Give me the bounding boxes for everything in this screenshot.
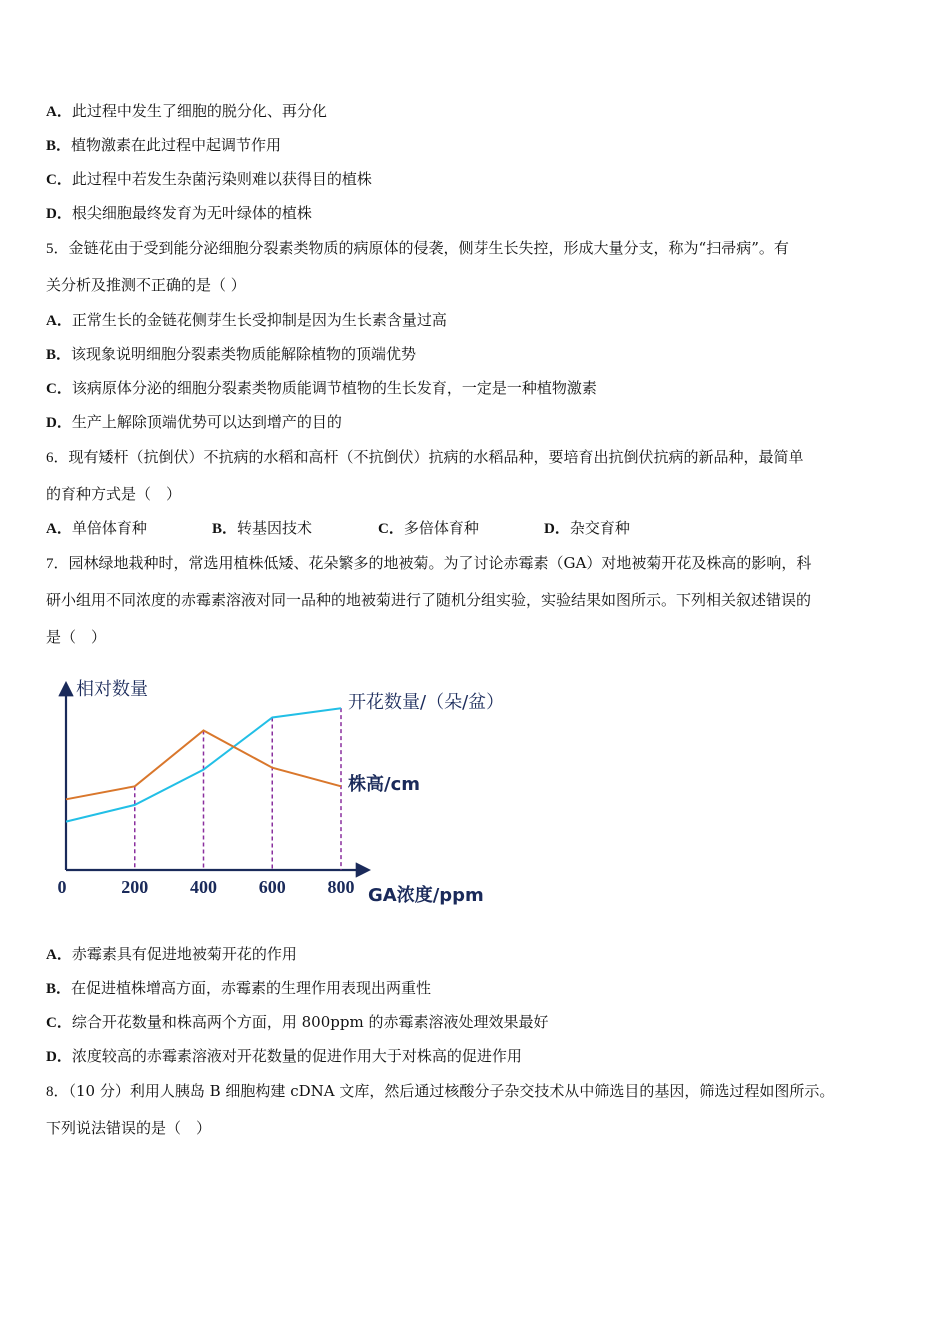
series-flower-count-line [66, 708, 341, 821]
q5-option-c: C．该病原体分泌的细胞分裂素类物质能调节植物的生长发育，一定是一种植物激素 [46, 379, 597, 397]
q7-option-d: D．浓度较高的赤霉素溶液对开花数量的促进作用大于对株高的促进作用 [46, 1047, 522, 1065]
series-plant-height-label: 株高/cm [348, 774, 420, 795]
q8-stem-line1: 8．（10 分）利用人胰岛 B 细胞构建 cDNA 文库，然后通过核酸分子杂交技术从中筛选目的基因，筛选过程如图所示。 [46, 1082, 835, 1100]
y-axis-label: 相对数量 [76, 679, 148, 700]
x-tick-label-600: 600 [258, 877, 286, 897]
q8-stem-line2: 下列说法错误的是（ ） [46, 1119, 212, 1137]
q6-option-b: B．转基因技术 [212, 519, 313, 537]
q4-option-d: D．根尖细胞最终发育为无叶绿体的植株 [46, 204, 312, 222]
q7-option-b: B．在促进植株增高方面，赤霉素的生理作用表现出两重性 [46, 979, 432, 997]
q7-stem-line2: 研小组用不同浓度的赤霉素溶液对同一品种的地被菊进行了随机分组实验，实验结果如图所示。下列相关叙述错误的 [46, 591, 812, 609]
q5-stem-line1: 5．金链花由于受到能分泌细胞分裂素类物质的病原体的侵袭，侧芽生长失控，形成大量分支，称为“扫帚病”。有 [46, 239, 789, 257]
x-tick-label-200: 200 [121, 877, 149, 897]
q4-option-b: B．植物激素在此过程中起调节作用 [46, 136, 282, 154]
q7-option-c: C．综合开花数量和株高两个方面，用 800ppm 的赤霉素溶液处理效果最好 [46, 1013, 549, 1031]
q6-stem-line1: 6．现有矮杆（抗倒伏）不抗病的水稻和高杆（不抗倒伏）抗病的水稻品种，要培育出抗倒伏抗病的新品种，最简单 [46, 448, 804, 466]
q5-stem-line2: 关分析及推测不正确的是（ ） [46, 276, 246, 294]
q7-stem-line3: 是（ ） [46, 628, 107, 646]
q4-option-c: C．此过程中若发生杂菌污染则难以获得目的植株 [46, 170, 372, 188]
q7-stem-line1: 7．园林绿地栽种时，常选用植株低矮、花朵繁多的地被菊。为了讨论赤霉素（GA）对地被菊开花及株高的影响，科 [46, 554, 812, 572]
q6-option-d: D．杂交育种 [544, 519, 630, 537]
q6-option-a: A．单倍体育种 [46, 519, 147, 537]
q6-stem-line2: 的育种方式是（ ） [46, 485, 182, 503]
x-tick-label-0: 0 [57, 877, 67, 897]
q6-option-c: C．多倍体育种 [378, 519, 479, 537]
q4-option-a: A．此过程中发生了细胞的脱分化、再分化 [46, 102, 327, 120]
q7-option-a: A．赤霉素具有促进地被菊开花的作用 [46, 945, 297, 963]
series-flower-count-label: 开花数量/（朵/盆） [348, 692, 505, 713]
x-tick-label-800: 800 [327, 877, 355, 897]
q5-option-d: D．生产上解除顶端优势可以达到增产的目的 [46, 413, 342, 431]
x-tick-label-400: 400 [190, 877, 217, 897]
q6-options-row [46, 518, 710, 539]
x-axis-label: GA浓度/ppm [368, 885, 484, 906]
ga-line-chart [46, 668, 506, 918]
q5-option-b: B．该现象说明细胞分裂素类物质能解除植物的顶端优势 [46, 345, 417, 363]
q5-option-a: A．正常生长的金链花侧芽生长受抑制是因为生长素含量过高 [46, 311, 447, 329]
